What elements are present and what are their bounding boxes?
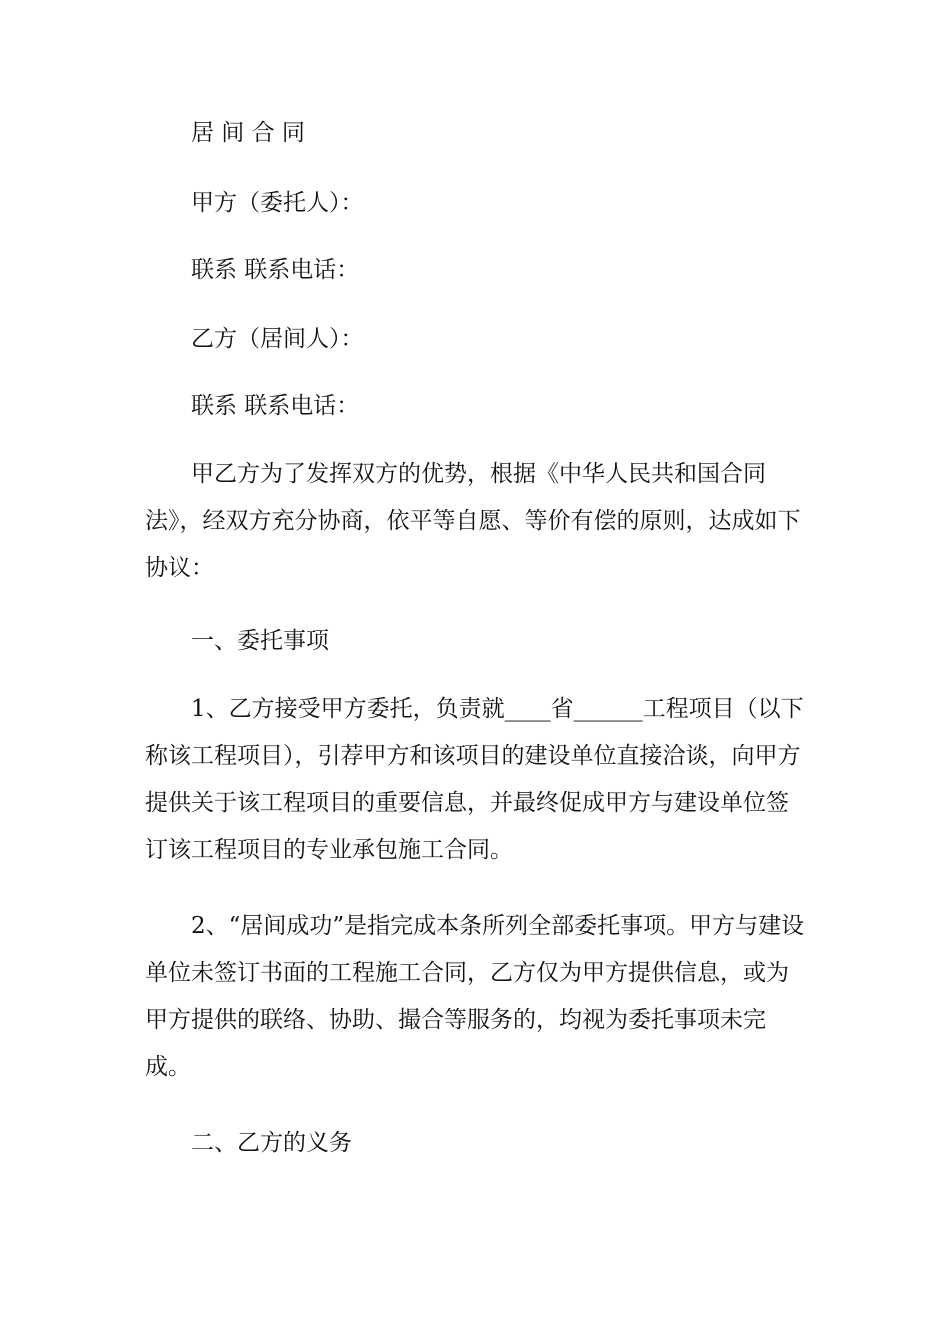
section-1-heading: 一、委托事项 [191, 628, 329, 654]
document-title: 居 间 合 同 [191, 120, 305, 146]
clause-2-paragraph: 2、“居间成功”是指完成本条所列全部委托事项。甲方与建设单位未签订书面的工程施工合同，乙方仅为甲方提供信息，或为甲方提供的联络、协助、撮合等服务的，均视为委托事项未完成。 [145, 913, 805, 1080]
party-a-label: 甲方（委托人）： [191, 190, 364, 216]
clause-1-paragraph: 1、乙方接受甲方委托，负责就____省______工程项目（以下称该工程项目），引荐甲方和该项目的建设单位直接洽谈，向甲方提供关于该工程项目的重要信息，并最终促成甲方与建设单位签订该工程项目的专业承包施工合同。 [145, 696, 804, 863]
party-a-contact: 联系 联系电话： [191, 257, 360, 283]
party-b-contact: 联系 联系电话： [191, 393, 360, 419]
party-b-label: 乙方（居间人）： [191, 326, 364, 352]
preamble-paragraph: 甲乙方为了发挥双方的优势，根据《中华人民共和国合同法》，经双方充分协商，依平等自愿、等价有偿的原则，达成如下协议： [145, 461, 801, 581]
section-2-heading: 二、乙方的义务 [191, 1130, 352, 1156]
